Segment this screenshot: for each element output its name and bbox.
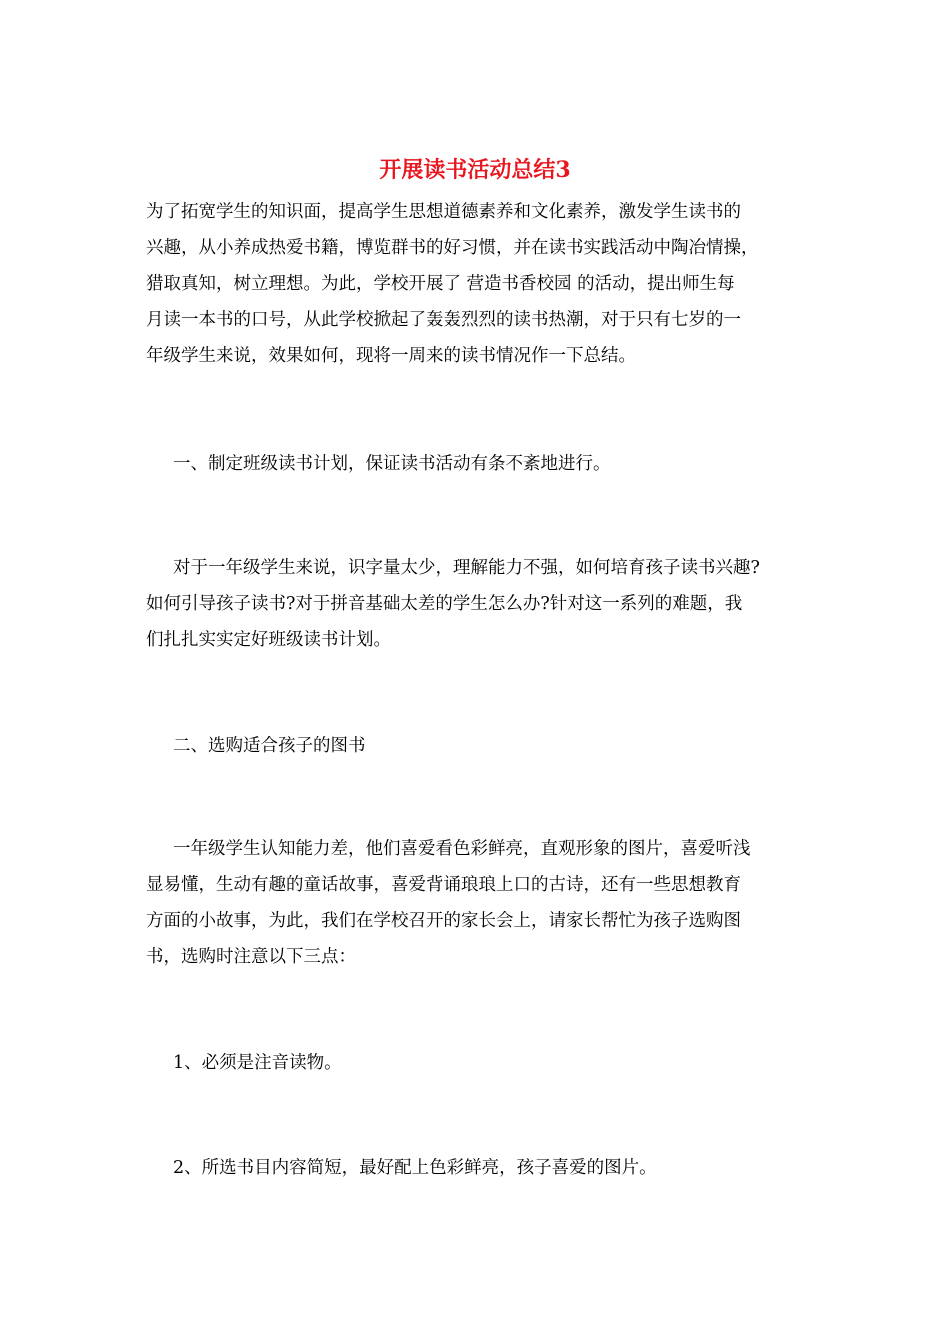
intro-line-4: 月读一本书的口号，从此学校掀起了轰轰烈烈的读书热潮，对于只有七岁的一 bbox=[146, 310, 741, 330]
para1-line-1: 对于一年级学生来说，识字量太少，理解能力不强，如何培育孩子读书兴趣? bbox=[173, 558, 760, 578]
para2-line-3: 方面的小故事，为此，我们在学校召开的家长会上，请家长帮忙为孩子选购图 bbox=[146, 911, 741, 931]
para2-line-4: 书，选购时注意以下三点： bbox=[146, 947, 356, 967]
para1-line-2: 如何引导孩子读书?对于拼音基础太差的学生怎么办?针对这一系列的难题，我 bbox=[146, 594, 743, 614]
section-heading-1: 一、制定班级读书计划，保证读书活动有条不紊地进行。 bbox=[173, 454, 611, 474]
intro-line-1: 为了拓宽学生的知识面，提高学生思想道德素养和文化素养，激发学生读书的 bbox=[146, 202, 741, 222]
intro-line-2: 兴趣，从小养成热爱书籍，博览群书的好习惯，并在读书实践活动中陶冶情操， bbox=[146, 238, 759, 258]
list-item-1: 1、必须是注音读物。 bbox=[173, 1053, 342, 1073]
section-heading-2: 二、选购适合孩子的图书 bbox=[173, 736, 366, 756]
list-item-2: 2、所选书目内容简短，最好配上色彩鲜亮，孩子喜爱的图片。 bbox=[173, 1158, 657, 1178]
intro-line-3: 猎取真知，树立理想。为此，学校开展了 营造书香校园 的活动，提出师生每 bbox=[146, 274, 735, 294]
intro-line-5: 年级学生来说，效果如何，现将一周来的读书情况作一下总结。 bbox=[146, 346, 636, 366]
document-title: 开展读书活动总结3 bbox=[379, 157, 571, 183]
para2-line-1: 一年级学生认知能力差，他们喜爱看色彩鲜亮，直观形象的图片，喜爱听浅 bbox=[173, 839, 751, 859]
para1-line-3: 们扎扎实实定好班级读书计划。 bbox=[146, 630, 391, 650]
para2-line-2: 显易懂，生动有趣的童话故事，喜爱背诵琅琅上口的古诗，还有一些思想教育 bbox=[146, 875, 741, 895]
